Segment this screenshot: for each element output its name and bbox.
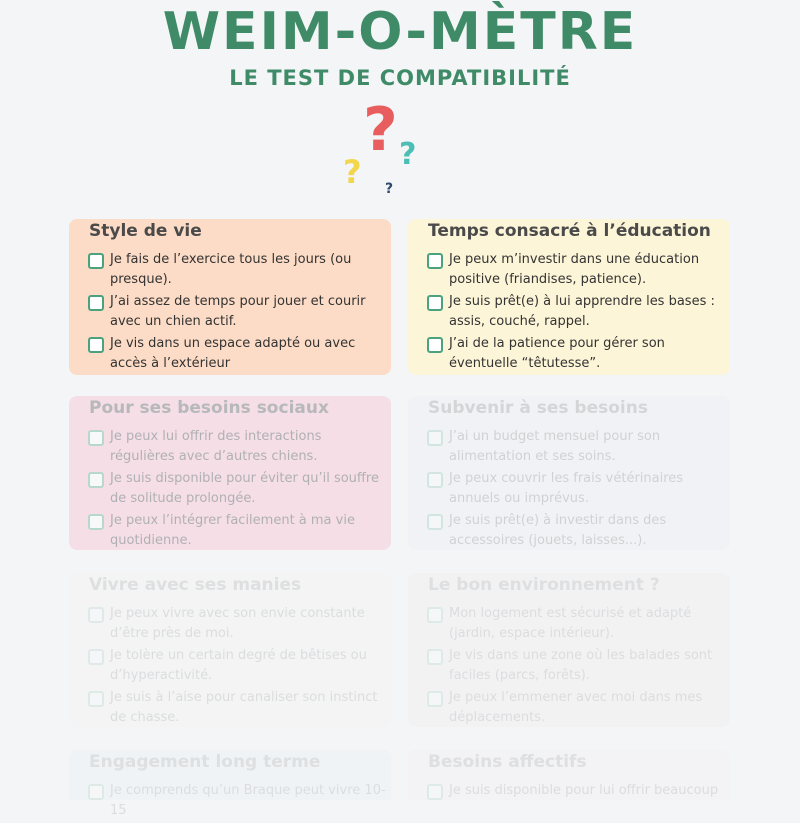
checkbox[interactable] — [427, 784, 443, 800]
checklist — [88, 250, 389, 376]
section-engagement-long-terme — [69, 750, 391, 818]
checklist-item[interactable] — [88, 469, 389, 508]
checklist — [88, 604, 389, 730]
checkbox[interactable] — [88, 295, 104, 311]
checklist-item[interactable] — [427, 292, 728, 331]
checkbox[interactable] — [88, 430, 104, 446]
checklist-item[interactable] — [88, 334, 389, 373]
checklist-item-label: J’ai de la patience pour gérer son éventuelle “têtutesse”. — [449, 336, 665, 371]
section-title: Engagement long terme — [89, 752, 321, 772]
checklist-item[interactable] — [427, 334, 728, 373]
checklist-item-label: Mon logement est sécurisé et adapté (jardin, espace intérieur). — [449, 606, 692, 641]
checklist-item-label: Je peux couvrir les frais vétérinaires annuels ou imprévus. — [449, 471, 684, 506]
checklist-item-label: Je peux l’intégrer facilement à ma vie quotidienne. — [110, 513, 355, 548]
checklist — [88, 781, 389, 823]
section-title: Temps consacré à l’éducation — [428, 221, 711, 241]
checklist-item[interactable] — [88, 292, 389, 331]
page-title: WEIM-O-MÈTRE — [162, 2, 638, 62]
checklist-item-label: Je comprends qu’un Braque peut vivre 10-15 — [110, 783, 386, 818]
checkbox[interactable] — [427, 253, 443, 269]
checklist-item-label: Je suis à l’aise pour canaliser son instinct de chasse. — [110, 690, 378, 725]
checklist-item[interactable] — [88, 646, 389, 685]
checkbox[interactable] — [427, 607, 443, 623]
checklist-item-label: Je suis prêt(e) à lui apprendre les bases : assis, couché, rappel. — [449, 294, 715, 329]
checkbox[interactable] — [88, 691, 104, 707]
checklist-item[interactable] — [88, 688, 389, 727]
checklist — [88, 427, 389, 553]
checklist-item-label: Je suis prêt(e) à investir dans des accessoires (jouets, laisses...). — [449, 513, 667, 548]
checklist — [427, 781, 728, 804]
checklist-item-label: Je suis disponible pour éviter qu’il souffre de solitude prolongée. — [110, 471, 379, 506]
question-mark-icon: ? — [363, 95, 398, 165]
checklist — [427, 604, 728, 730]
checklist-item-label: Je peux m’investir dans une éducation positive (friandises, patience). — [449, 252, 700, 287]
checklist-item[interactable] — [88, 250, 389, 289]
section-besoins-sociaux — [69, 396, 391, 550]
section-title: Style de vie — [89, 221, 202, 241]
checklist-item[interactable] — [88, 781, 389, 820]
page-subtitle: LE TEST DE COMPATIBILITÉ — [229, 66, 571, 90]
checklist-item-label: Je tolère un certain degré de bêtises ou d’hyperactivité. — [110, 648, 367, 683]
checklist-item-label: Je peux lui offrir des interactions régulières avec d’autres chiens. — [110, 429, 322, 464]
checkbox[interactable] — [427, 472, 443, 488]
checkbox[interactable] — [88, 514, 104, 530]
checkbox[interactable] — [427, 649, 443, 665]
checkbox[interactable] — [88, 607, 104, 623]
checklist-item-label: J’ai un budget mensuel pour son alimentation et ses soins. — [449, 429, 661, 464]
checklist-item[interactable] — [427, 781, 728, 801]
checklist-item[interactable] — [427, 646, 728, 685]
section-vivre-manies — [69, 573, 391, 727]
checklist-item[interactable] — [427, 688, 728, 727]
section-besoins-affectifs — [408, 750, 730, 800]
section-bon-environnement — [408, 573, 730, 727]
checkbox[interactable] — [427, 691, 443, 707]
checklist-item[interactable] — [88, 604, 389, 643]
question-mark-icon: ? — [385, 181, 394, 197]
question-marks-decoration — [335, 95, 435, 205]
checklist-item-label: Je suis disponible pour lui offrir beaucoup — [449, 783, 719, 798]
section-title: Vivre avec ses manies — [89, 575, 302, 595]
checklist-item-label: Je vis dans une zone où les balades sont faciles (parcs, forêts). — [449, 648, 713, 683]
checklist-item[interactable] — [88, 427, 389, 466]
checkbox[interactable] — [88, 784, 104, 800]
checkbox[interactable] — [427, 337, 443, 353]
checklist-item[interactable] — [88, 511, 389, 550]
section-title: Subvenir à ses besoins — [428, 398, 648, 418]
checklist-item-label: Je peux l’emmener avec moi dans mes déplacements. — [449, 690, 703, 725]
checkbox[interactable] — [88, 649, 104, 665]
checklist — [427, 250, 728, 376]
question-mark-icon: ? — [343, 153, 362, 191]
checklist-item[interactable] — [427, 427, 728, 466]
checklist-item[interactable] — [427, 511, 728, 550]
section-title: Besoins affectifs — [428, 752, 587, 772]
section-title: Le bon environnement ? — [428, 575, 660, 595]
checklist-item[interactable] — [427, 250, 728, 289]
section-subvenir-besoins — [408, 396, 730, 550]
section-style-de-vie — [69, 219, 391, 375]
section-temps-education — [408, 219, 730, 375]
checklist-item[interactable] — [427, 469, 728, 508]
checkbox[interactable] — [88, 472, 104, 488]
checklist-item-label: Je peux vivre avec son envie constante d’être près de moi. — [110, 606, 365, 641]
checkbox[interactable] — [427, 295, 443, 311]
checkbox[interactable] — [427, 430, 443, 446]
checklist-item-label: Je vis dans un espace adapté ou avec accès à l’extérieur — [110, 336, 356, 371]
section-title: Pour ses besoins sociaux — [89, 398, 329, 418]
checklist-item[interactable] — [427, 604, 728, 643]
checklist-item-label: Je fais de l’exercice tous les jours (ou presque). — [110, 252, 352, 287]
question-mark-icon: ? — [399, 137, 417, 172]
checklist-item-label: J’ai assez de temps pour jouer et courir avec un chien actif. — [110, 294, 366, 329]
checklist — [427, 427, 728, 553]
checkbox[interactable] — [427, 514, 443, 530]
checkbox[interactable] — [88, 253, 104, 269]
checkbox[interactable] — [88, 337, 104, 353]
